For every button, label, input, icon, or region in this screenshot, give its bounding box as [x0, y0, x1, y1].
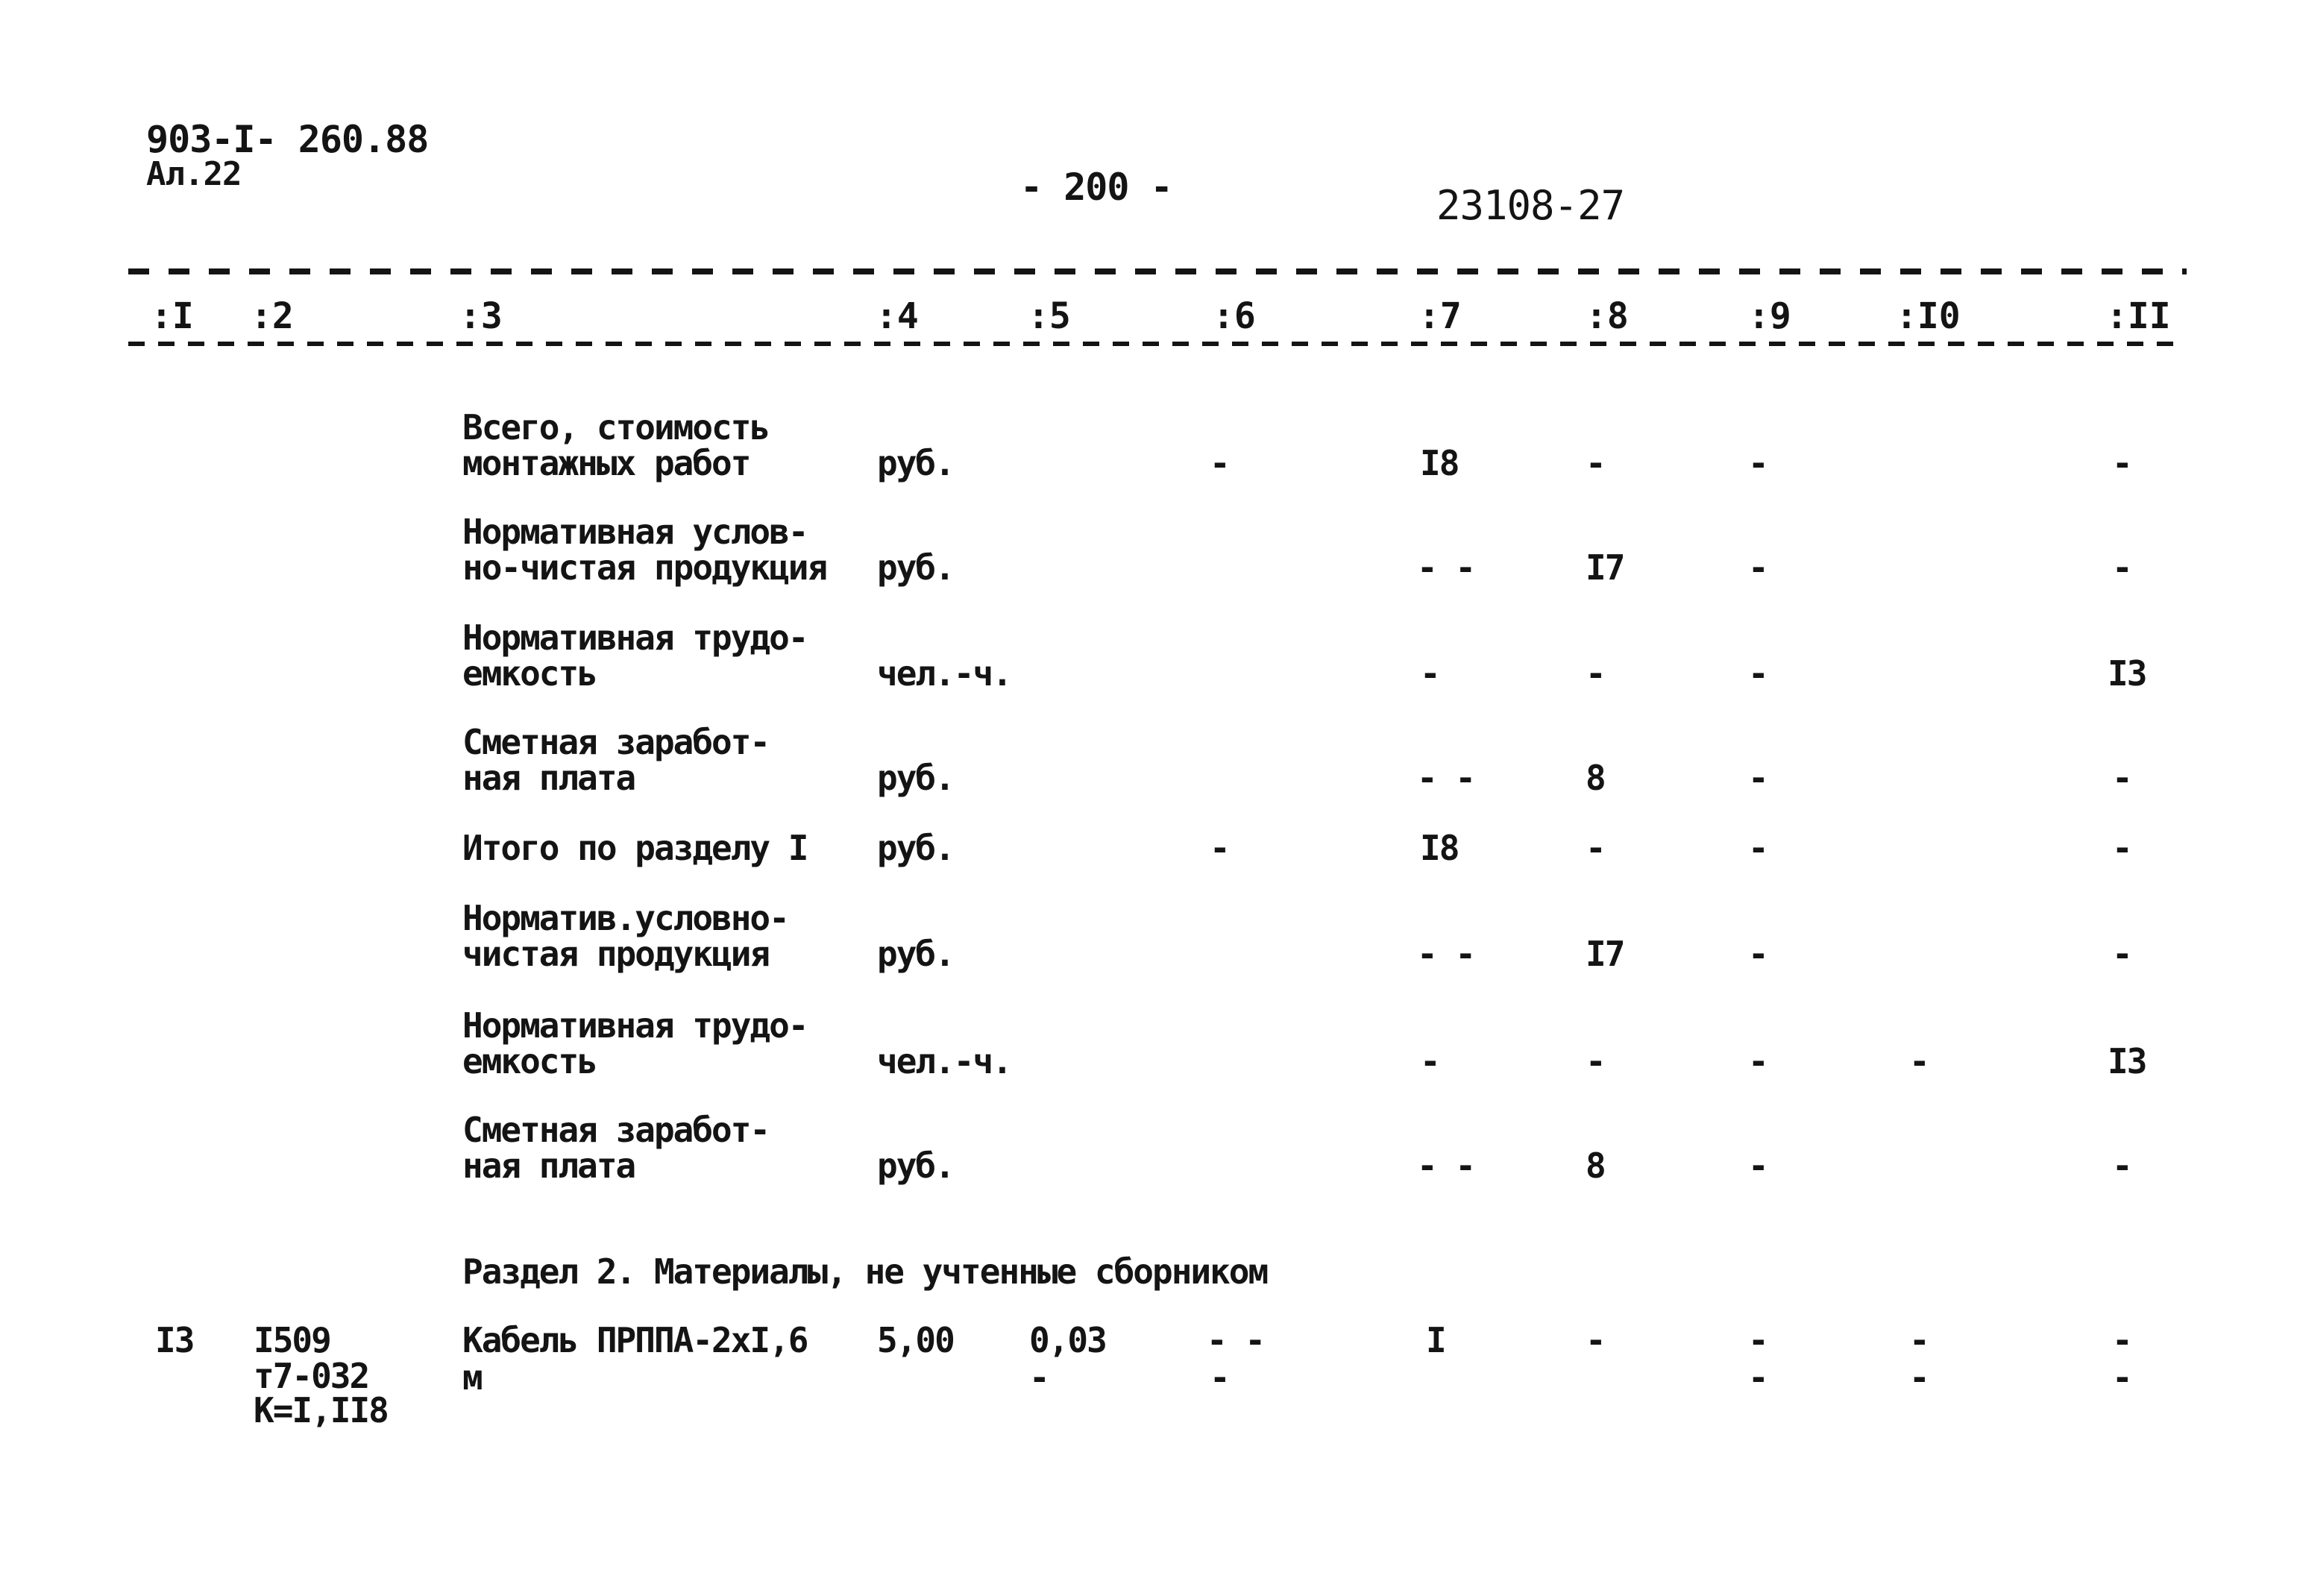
row-value-col11: -	[2112, 1146, 2131, 1186]
row-value-col6: -	[1210, 828, 1229, 868]
row-value-col7: - -	[1417, 934, 1475, 974]
item-value-col11: -	[2112, 1357, 2131, 1398]
row-value-col9: -	[1748, 1146, 1767, 1186]
row-value-col7: I8	[1420, 828, 1459, 868]
row-value-col9: -	[1748, 547, 1767, 588]
row-value-col8: -	[1586, 653, 1605, 694]
item-value-col5: -	[1029, 1357, 1049, 1398]
item-unit: м	[462, 1357, 482, 1398]
row-value-col11: -	[2112, 547, 2131, 588]
column-number: :4	[871, 295, 923, 337]
item-code: т7-032	[254, 1356, 369, 1396]
item-value-col6: -	[1210, 1357, 1229, 1398]
page-number: - 200 -	[1020, 166, 1172, 209]
stamp-number: 23108-27	[1436, 182, 1625, 229]
header-rule-bottom	[128, 342, 2187, 346]
row-value-col9: -	[1748, 443, 1767, 483]
row-unit: руб.	[877, 547, 954, 588]
row-description: Нормативная трудо-	[462, 618, 808, 658]
row-value-col7: - -	[1417, 1146, 1475, 1186]
item-value-col10: -	[1909, 1320, 1929, 1360]
row-unit: руб.	[877, 934, 954, 974]
row-value-col11: -	[2112, 443, 2131, 483]
column-number: :6	[1208, 295, 1260, 337]
item-description: Кабель ПРППА-2хI,6	[462, 1320, 808, 1360]
row-description: Итого по разделу I	[462, 828, 808, 868]
row-value-col8: I7	[1586, 547, 1624, 588]
item-number: I3	[155, 1320, 194, 1360]
row-unit: руб.	[877, 1146, 954, 1186]
row-value-col11: -	[2112, 758, 2131, 798]
row-description: Норматив.условно-	[462, 898, 788, 938]
row-description: Сметная заработ-	[462, 722, 770, 762]
row-value-col9: -	[1748, 828, 1767, 868]
column-number: :5	[1023, 295, 1075, 337]
item-value-col8: -	[1586, 1320, 1605, 1360]
row-value-col8: -	[1586, 1041, 1605, 1081]
column-number: :9	[1744, 295, 1796, 337]
column-number: :I	[146, 295, 198, 337]
item-value-col4: 5,00	[877, 1320, 954, 1360]
document-code: 903-I- 260.88	[146, 118, 429, 161]
row-description: Сметная заработ-	[462, 1110, 770, 1150]
row-value-col9: -	[1748, 934, 1767, 974]
row-unit: чел.-ч.	[877, 653, 1011, 694]
column-number: :7	[1414, 295, 1466, 337]
row-value-col7: - -	[1417, 547, 1475, 588]
item-value-col6: - -	[1207, 1320, 1265, 1360]
row-value-col8: 8	[1586, 1146, 1605, 1186]
row-value-col7: - -	[1417, 758, 1475, 798]
item-code: К=I,II8	[254, 1390, 388, 1430]
row-description: Нормативная трудо-	[462, 1005, 808, 1046]
row-value-col11: -	[2112, 934, 2131, 974]
column-number: :II	[2102, 295, 2175, 337]
row-value-col9: -	[1748, 653, 1767, 694]
item-value-col7: I	[1426, 1320, 1445, 1360]
row-description: ная плата	[462, 1146, 635, 1186]
item-code: I509	[254, 1320, 330, 1360]
row-description: но-чистая продукция	[462, 547, 827, 588]
row-value-col11: -	[2112, 828, 2131, 868]
row-value-col7: -	[1420, 653, 1439, 694]
section-title: Раздел 2. Материалы, не учтенные сборником	[462, 1251, 1268, 1292]
row-value-col9: -	[1748, 1041, 1767, 1081]
row-value-col8: -	[1586, 443, 1605, 483]
row-value-col11: I3	[2108, 1041, 2146, 1081]
row-value-col8: 8	[1586, 758, 1605, 798]
column-number: :3	[455, 295, 507, 337]
item-value-col11: -	[2112, 1320, 2131, 1360]
item-value-col10: -	[1909, 1357, 1929, 1398]
item-value-col9: -	[1748, 1357, 1767, 1398]
item-value-col9: -	[1748, 1320, 1767, 1360]
sheet-number: Ал.22	[146, 155, 242, 193]
row-description: ная плата	[462, 758, 635, 798]
row-unit: чел.-ч.	[877, 1041, 1011, 1081]
row-value-col7: -	[1420, 1041, 1439, 1081]
row-unit: руб.	[877, 758, 954, 798]
row-description: Нормативная услов-	[462, 512, 808, 552]
column-number: :8	[1581, 295, 1633, 337]
row-unit: руб.	[877, 443, 954, 483]
row-unit: руб.	[877, 828, 954, 868]
item-value-col5: 0,03	[1029, 1320, 1106, 1360]
row-description: емкость	[462, 653, 597, 694]
row-value-col7: I8	[1420, 443, 1459, 483]
row-description: монтажных работ	[462, 443, 750, 483]
column-number: :I0	[1891, 295, 1965, 337]
column-number: :2	[246, 295, 298, 337]
row-value-col8: -	[1586, 828, 1605, 868]
row-value-col6: -	[1210, 443, 1229, 483]
row-description: чистая продукция	[462, 934, 770, 974]
row-description: Всего, стоимость	[462, 407, 770, 447]
header-rule-top	[128, 268, 2187, 274]
row-description: емкость	[462, 1041, 597, 1081]
row-value-col11: I3	[2108, 653, 2146, 694]
row-value-col9: -	[1748, 758, 1767, 798]
row-value-col10: -	[1909, 1041, 1929, 1081]
row-value-col8: I7	[1586, 934, 1624, 974]
